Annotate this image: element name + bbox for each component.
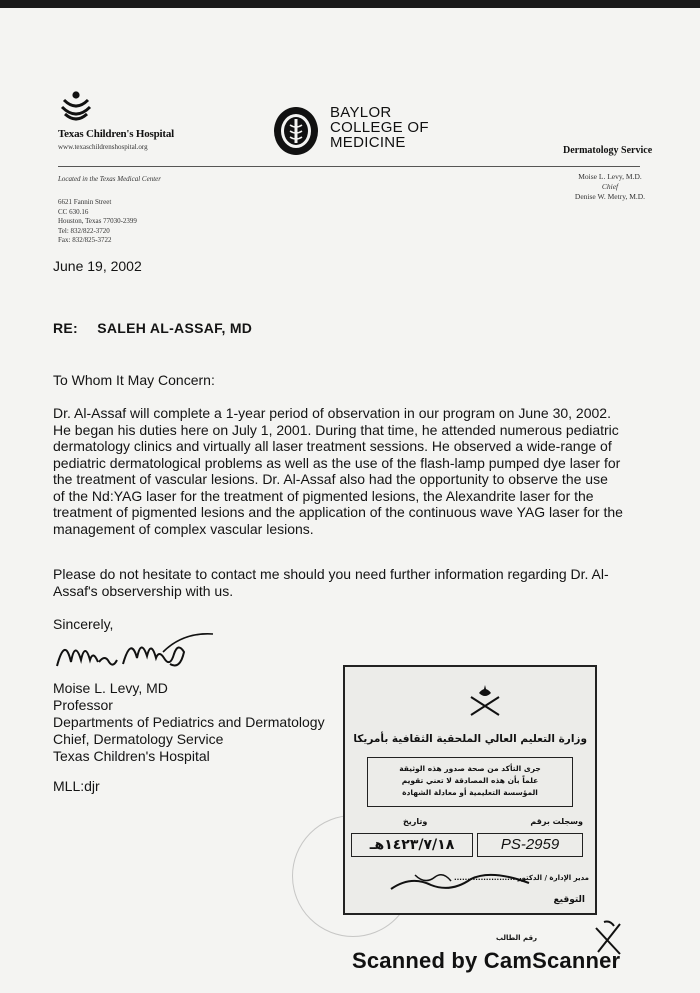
tch-name: Texas Children's Hospital [58,128,175,140]
stamp-reg-number: PS-2959 [477,833,583,857]
stamp-director-line: مدير الإدارة / الدكتور ....................... [453,874,589,882]
located-note: Located in the Texas Medical Center [58,175,161,183]
stamp-reg-label: وسجلت برقم [530,817,583,826]
signature-block [53,680,325,765]
department-name: Dermatology Service [563,145,653,156]
typist-initials: MLL:djr [53,778,100,794]
stamp-reference: رقم الطالب [496,934,538,942]
signer-department: Departments of Pediatrics and Dermatology [53,714,325,730]
re-line [53,320,252,336]
stamp-date-label: وتاريخ [403,817,428,826]
scan-top-edge [0,0,700,8]
stamp-notice-box [367,757,573,807]
bcm-line: MEDICINE [330,134,406,151]
signer-institution: Texas Children's Hospital [53,748,210,764]
camscanner-watermark: Scanned by CamScanner [352,948,621,973]
staff-line: Denise W. Metry, M.D. [574,192,646,201]
staff-line: Chief [601,182,619,191]
attestation-stamp [343,665,597,915]
handwritten-signature [53,628,218,678]
address-line: Houston, Texas 77030-2399 [58,217,137,225]
tch-website: www.texaschildrenshospital.org [58,143,148,151]
stamp-date-value: ١٤٢٣/٧/١٨هـ [351,833,473,857]
staff-list [555,172,665,202]
closing: Sincerely, [53,616,114,632]
bcm-line: COLLEGE OF [330,119,429,136]
address-block [58,198,137,246]
bcm-line: BAYLOR [330,104,392,121]
baylor-seal-icon [272,105,320,157]
re-label: RE: [53,320,79,336]
letter-date: June 19, 2002 [53,258,142,274]
stamp-notice-line: علماً بأن هذه المصادقة لا تعني تقويم [401,776,539,785]
address-line: CC 630.16 [58,207,89,216]
baylor-college-name [330,105,429,150]
staff-line: Moise L. Levy, M.D. [578,172,642,181]
address-line: 6621 Fannin Street [58,198,112,206]
body-paragraph-1: Dr. Al-Assaf will complete a 1-year period of observation in our program on June 30, 2002. He began his duties here on July 1, 2001. During that time, he attended numerous pediatric dermatology clinics and virtually all laser treatment sessions. He observed a wide-range of pediatric dermatological problems as well as the use of the flash-lamp pumped dye laser for the treatment of vascular lesions. Dr. Al-Assaf also had the opportunity to observe the use of the Nd:YAG laser for the treatment of pigmented lesions, the Alexandrite laser for the treatment of pigmented lesions and the application of the continuous wave YAG laser for the management of complex vascular lesions. [53,405,623,537]
re-subject: SALEH AL-ASSAF, MD [97,320,253,336]
saudi-emblem-icon [463,681,507,721]
letterhead-divider [58,166,640,167]
stamp-notice-line: جرى التأكد من صحة صدور هذه الوثيقة [399,764,541,773]
address-line: Fax: 832/825-3722 [58,236,112,244]
address-line: Tel: 832/822-3720 [58,226,110,235]
stamp-notice-line: المؤسسة التعليمية أو معادلة الشهادة [402,788,538,797]
texas-childrens-logo-icon [58,90,94,124]
body-paragraph-2: Please do not hesitate to contact me should you need further information regarding Dr. Al-Assaf's observership with us. [53,566,609,599]
signer-role: Chief, Dermatology Service [53,731,224,747]
signer-name: Moise L. Levy, MD [53,680,168,696]
signer-title: Professor [53,697,113,713]
stamp-sign-label: التوقيع [553,895,585,905]
stamp-header-arabic: وزارة التعليم العالي الملحقية الثقافية بأمريكا [353,733,587,745]
salutation: To Whom It May Concern: [53,372,215,388]
